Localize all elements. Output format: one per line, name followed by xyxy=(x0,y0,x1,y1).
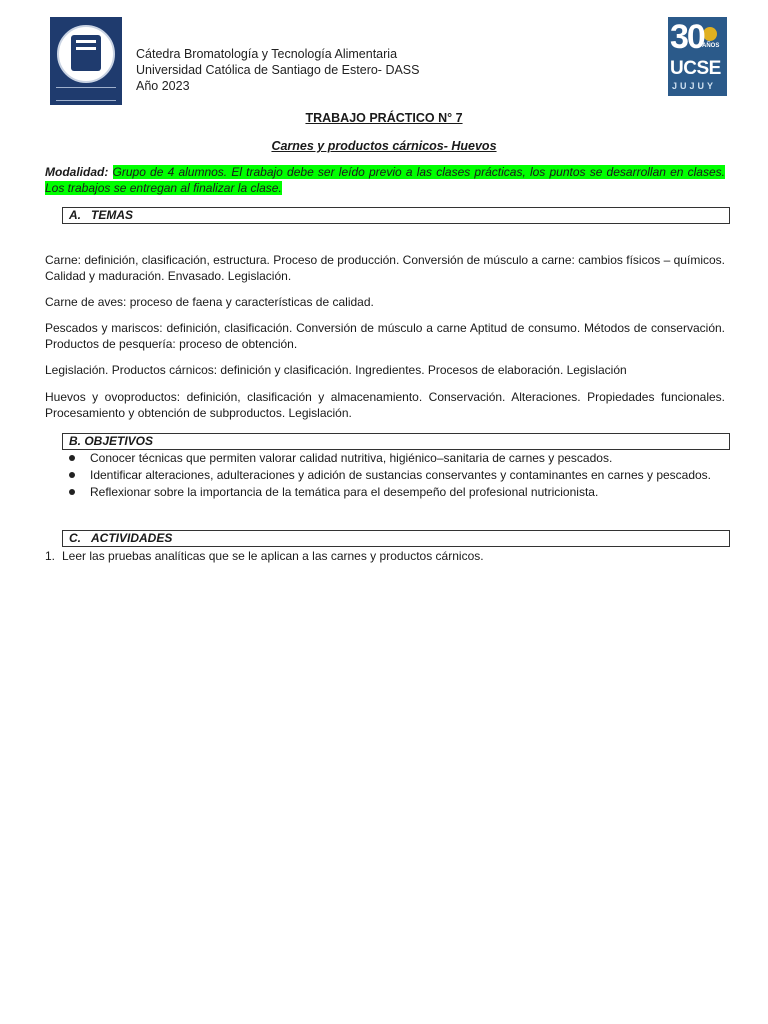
tema-paragraph: Huevos y ovoproductos: definición, clasificación y almacenamiento. Conservación. Alteraciones. Propiedades funcionales. Procesamiento y obtención de subproductos. Legislación. xyxy=(45,390,725,420)
actividad-number: 1. xyxy=(45,549,56,563)
anniversary-logo xyxy=(668,17,727,96)
list-item xyxy=(66,450,726,467)
tema-paragraph: Carne de aves: proceso de faena y características de calidad. xyxy=(45,295,374,309)
bullet-icon xyxy=(69,489,75,495)
tema-paragraph: Legislación. Productos cárnicos: definición y clasificación. Ingredientes. Procesos de elaboración. Legislación xyxy=(45,363,627,377)
section-letter: C. xyxy=(69,531,81,545)
section-actividades-header xyxy=(62,530,730,547)
tema-paragraph: Carne: definición, clasificación, estructura. Proceso de producción. Conversión de músculo a carne: cambios físicos – químicos. Calidad y maduración. Envasado. Legislación. xyxy=(45,253,725,283)
page-title: TRABAJO PRÁCTICO N° 7 xyxy=(305,111,463,125)
bullet-icon xyxy=(69,472,75,478)
section-label: ACTIVIDADES xyxy=(91,531,173,545)
section-label: B. OBJETIVOS xyxy=(69,434,154,448)
logo-brand: UCSE xyxy=(670,58,721,79)
actividad-item xyxy=(45,548,484,564)
list-item xyxy=(66,467,726,484)
document-header xyxy=(136,46,419,94)
modalidad-text: Grupo de 4 alumnos. El trabajo debe ser leído previo a las clases prácticas, los puntos se desarrollan en clases. Los trabajos se entregan al finalizar la clase. xyxy=(45,165,725,195)
section-letter: A. xyxy=(69,208,81,222)
header-year: Año 2023 xyxy=(136,79,190,93)
logo-emblem-icon xyxy=(703,27,717,41)
modalidad-paragraph xyxy=(45,164,725,196)
tema-paragraph: Pescados y mariscos: definición, clasificación. Conversión de músculo a carne Aptitud de consumo. Métodos de conservación. Productos de pesquería: proceso de obtención. xyxy=(45,321,725,351)
university-logo xyxy=(50,17,122,105)
list-item-text: Reflexionar sobre la importancia de la temática para el desempeño del profesional nutricionista. xyxy=(90,485,599,499)
section-objetivos-header xyxy=(62,433,730,450)
objetivos-list xyxy=(66,450,726,501)
section-label: TEMAS xyxy=(91,208,133,222)
list-item-text: Conocer técnicas que permiten valorar calidad nutritiva, higiénico–sanitaria de carnes y pescados. xyxy=(90,451,613,465)
logo-anos: AÑOS xyxy=(702,43,720,49)
bullet-icon xyxy=(69,455,75,461)
logo-number: 30 xyxy=(670,18,704,56)
page-subtitle: Carnes y productos cárnicos- Huevos xyxy=(271,139,497,153)
logo-city: JUJUY xyxy=(672,81,717,91)
seal-text-lines xyxy=(56,87,116,101)
header-chair: Cátedra Bromatología y Tecnología Alimentaria xyxy=(136,47,398,61)
list-item-text: Identificar alteraciones, adulteraciones y adición de sustancias conservantes y contaminantes en carnes y pescados. xyxy=(90,468,712,482)
section-temas-header xyxy=(62,207,730,224)
seal-emblem xyxy=(57,25,115,83)
modalidad-label: Modalidad: xyxy=(45,165,109,179)
header-university: Universidad Católica de Santiago de Estero- DASS xyxy=(136,63,420,77)
list-item xyxy=(66,484,726,501)
actividad-text: Leer las pruebas analíticas que se le aplican a las carnes y productos cárnicos. xyxy=(62,549,484,563)
